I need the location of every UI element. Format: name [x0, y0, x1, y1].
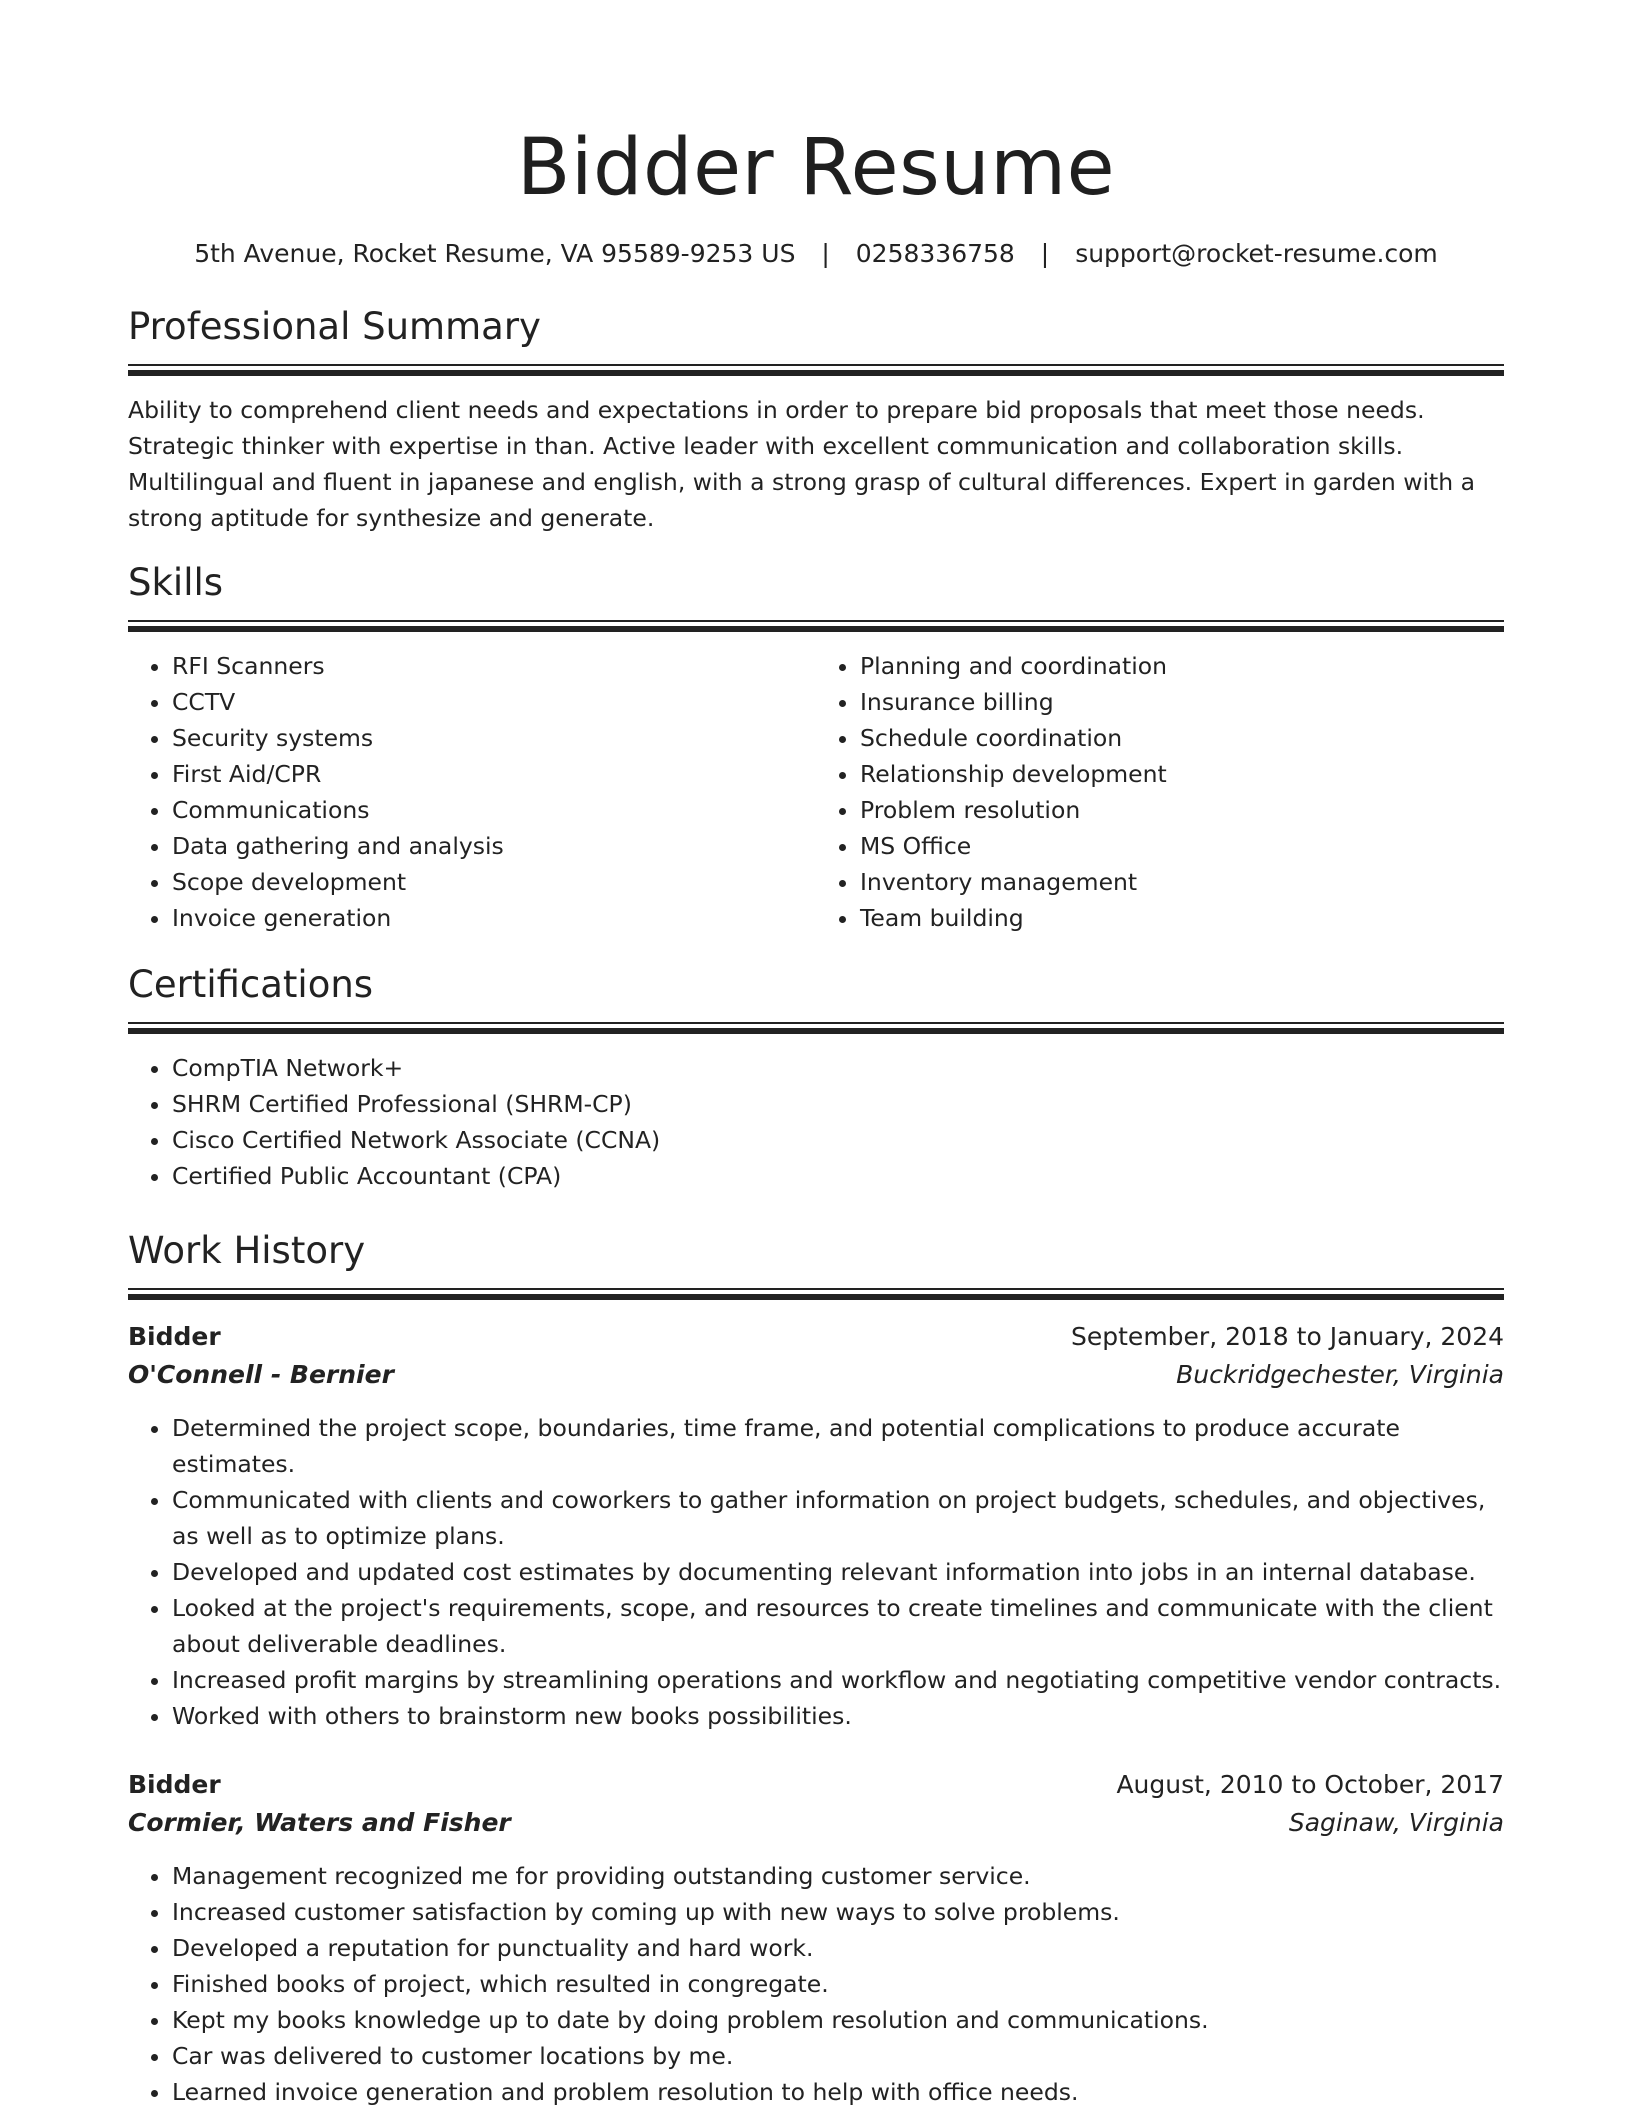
job-entry	[128, 1318, 1504, 1734]
skill-item: • First Aid/CPR	[172, 756, 816, 792]
job-bullet: • Kept my books knowledge up to date by doing problem resolution and communications.	[172, 2002, 1504, 2038]
certifications-list	[128, 1050, 1504, 1194]
section-title-skills: Skills	[128, 561, 224, 604]
resume-page	[128, 0, 1504, 2110]
job-bullet: • Worked with others to brainstorm new books possibilities.	[172, 1698, 1504, 1734]
section-title-work-history: Work History	[128, 1229, 366, 1272]
resume-name: Bidder Resume	[516, 123, 1116, 213]
skill-item: • Problem resolution	[860, 792, 1504, 828]
summary-section	[128, 304, 1504, 536]
section-divider	[128, 370, 1504, 376]
job-title: Bidder	[128, 1770, 221, 1799]
skill-item: • CCTV	[172, 684, 816, 720]
certification-item: • Certified Public Accountant (CPA)	[172, 1158, 1504, 1194]
job-title: Bidder	[128, 1322, 221, 1351]
skill-item: • Schedule coordination	[860, 720, 1504, 756]
job-dates: August, 2010 to October, 2017	[1116, 1770, 1504, 1799]
section-title-summary: Professional Summary	[128, 305, 541, 348]
job-bullet: • Car was delivered to customer locations by me.	[172, 2038, 1504, 2074]
job-location: Saginaw, Virginia	[1288, 1808, 1504, 1837]
job-bullet: • Determined the project scope, boundaries, time frame, and potential complications to produce accurate estimates.	[172, 1410, 1504, 1482]
skill-item: • Relationship development	[860, 756, 1504, 792]
skill-item: • MS Office	[860, 828, 1504, 864]
job-bullet: • Looked at the project's requirements, scope, and resources to create timelines and communicate with the client about deliverable deadlines.	[172, 1590, 1504, 1662]
certification-item: • Cisco Certified Network Associate (CCNA)	[172, 1122, 1504, 1158]
section-title-certifications: Certifications	[128, 963, 374, 1006]
job-bullet: • Communicated with clients and coworkers to gather information on project budgets, schedules, and objectives, as well as to optimize plans.	[172, 1482, 1504, 1554]
section-divider	[128, 1288, 1504, 1290]
section-divider	[128, 1028, 1504, 1034]
job-bullet: • Increased customer satisfaction by coming up with new ways to solve problems.	[172, 1894, 1504, 1930]
skill-item: • Communications	[172, 792, 816, 828]
section-divider	[128, 1022, 1504, 1024]
section-divider	[128, 626, 1504, 632]
skill-item: • Insurance billing	[860, 684, 1504, 720]
job-company: Cormier, Waters and Fisher	[128, 1808, 511, 1837]
skill-item: • Security systems	[172, 720, 816, 756]
skills-right-list	[816, 648, 1504, 936]
skills-grid	[128, 648, 1504, 936]
summary-text: Ability to comprehend client needs and expectations in order to prepare bid proposals that meet those needs. Strategic thinker with expertise in than. Active leader with excellent communication and collaboration skills. Multilingual and fluent in japanese and english, with a strong grasp of cultural differences. Expert in garden with a strong aptitude for synthesize and generate.	[128, 396, 1476, 532]
skill-item: • Invoice generation	[172, 900, 816, 936]
section-divider	[128, 620, 1504, 622]
job-subheader	[128, 1356, 1504, 1394]
job-bullet: • Learned invoice generation and problem resolution to help with office needs.	[172, 2074, 1504, 2110]
contact-line	[128, 238, 1504, 270]
skill-item: • Scope development	[172, 864, 816, 900]
job-bullet: • Management recognized me for providing outstanding customer service.	[172, 1858, 1504, 1894]
skill-item: • Planning and coordination	[860, 648, 1504, 684]
contact-email[interactable]: support@rocket-resume.com	[1075, 239, 1438, 268]
skills-section	[128, 560, 1504, 936]
skill-item: • Data gathering and analysis	[172, 828, 816, 864]
job-subheader	[128, 1804, 1504, 1842]
job-bullets	[128, 1858, 1504, 2110]
certifications-section	[128, 962, 1504, 1194]
certification-item: • CompTIA Network+	[172, 1050, 1504, 1086]
skill-item: • Inventory management	[860, 864, 1504, 900]
work-history-section	[128, 1228, 1504, 2110]
job-bullet: • Increased profit margins by streamlining operations and workflow and negotiating competitive vendor contracts.	[172, 1662, 1504, 1698]
certification-item: • SHRM Certified Professional (SHRM-CP)	[172, 1086, 1504, 1122]
contact-separator: |	[1040, 239, 1050, 268]
job-header	[128, 1318, 1504, 1356]
skill-item: • RFI Scanners	[172, 648, 816, 684]
skill-item: • Team building	[860, 900, 1504, 936]
job-bullet: • Finished books of project, which resulted in congregate.	[172, 1966, 1504, 2002]
job-bullet: • Developed a reputation for punctuality and hard work.	[172, 1930, 1504, 1966]
skills-left-list	[128, 648, 816, 936]
job-bullet: • Developed and updated cost estimates by documenting relevant information into jobs in an internal database.	[172, 1554, 1504, 1590]
job-bullets	[128, 1410, 1504, 1734]
section-divider	[128, 1294, 1504, 1300]
job-dates: September, 2018 to January, 2024	[1071, 1322, 1504, 1351]
job-header	[128, 1766, 1504, 1804]
section-divider	[128, 364, 1504, 366]
job-entry	[128, 1766, 1504, 2110]
contact-phone: 0258336758	[855, 239, 1015, 268]
contact-separator: |	[821, 239, 830, 268]
job-location: Buckridgechester, Virginia	[1176, 1360, 1504, 1389]
contact-address: 5th Avenue, Rocket Resume, VA 95589-9253 US	[194, 239, 796, 268]
job-company: O'Connell - Bernier	[128, 1360, 394, 1389]
